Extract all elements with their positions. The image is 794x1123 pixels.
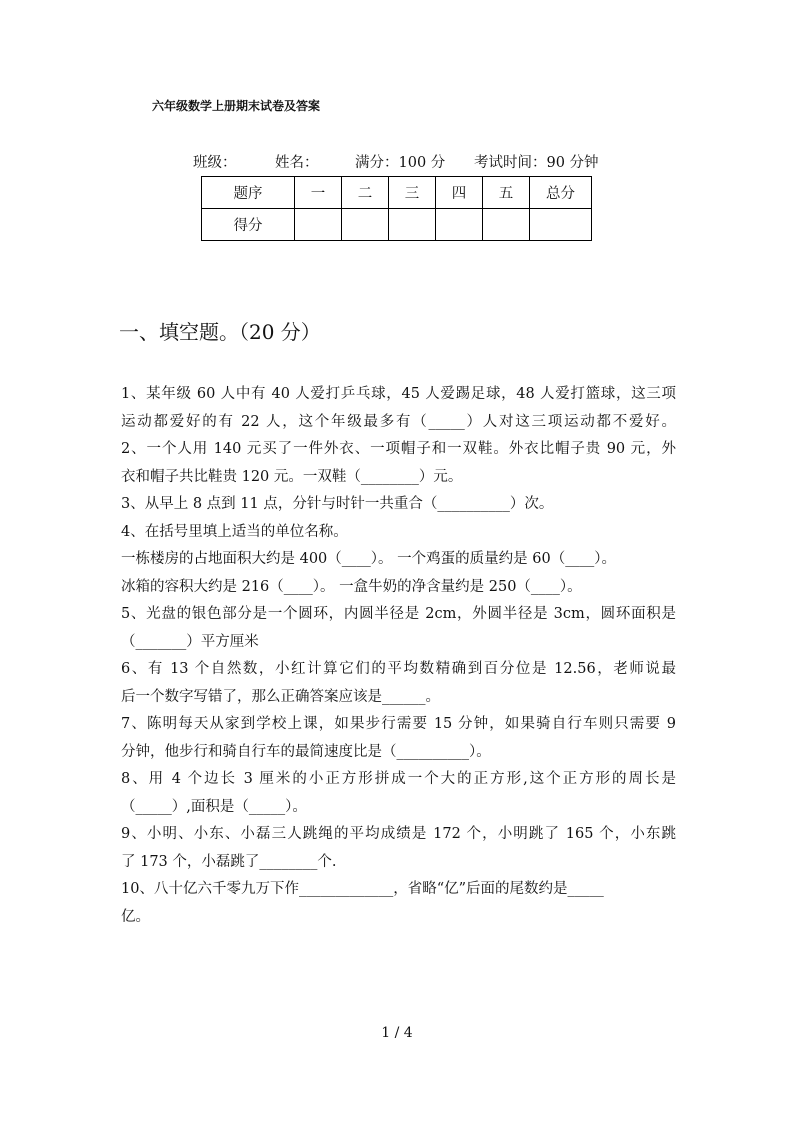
question-line: 1、某年级 60 人中有 40 人爱打乒乓球，45 人爱踢足球，48 人爱打篮球，这三项 xyxy=(121,386,676,402)
header-cell-2: 二 xyxy=(342,177,389,209)
question-line: 7、陈明每天从家到学校上课，如果步行需要 15 分钟，如果骑自行车则只需要 9 xyxy=(121,716,676,732)
question-line: 3、从早上 8 点到 11 点，分针与时针一共重合（__________）次。 xyxy=(121,496,554,512)
score-cell-3[interactable] xyxy=(389,209,436,241)
question-line: 10、八十亿六千零九万下作_____________，省略“亿”后面的尾数约是_____ xyxy=(121,881,604,897)
name-label: 姓名： xyxy=(275,155,319,171)
header-cell-3: 三 xyxy=(389,177,436,209)
question-line: 冰箱的容积大约是 216（____）。 一盒牛奶的净含量约是 250（____）。 xyxy=(121,578,582,595)
question-line: 9、小明、小东、小磊三人跳绳的平均成绩是 172 个，小明跳了 165 个，小东跳 xyxy=(121,826,676,842)
score-table-header-row xyxy=(202,177,592,209)
question-line: 4、在括号里填上适当的单位名称。 xyxy=(121,523,348,540)
header-cell-5: 五 xyxy=(483,177,530,209)
question-line: 衣和帽子共比鞋贵 120 元。一双鞋（________）元。 xyxy=(121,468,463,485)
score-cell-5[interactable] xyxy=(483,209,530,241)
header-cell-4: 四 xyxy=(436,177,483,209)
question-line: （_______）平方厘米 xyxy=(121,633,259,650)
question-line: 后一个数字写错了，那么正确答案应该是______。 xyxy=(121,688,440,705)
question-line: 5、光盘的银色部分是一个圆环，内圆半径是 2cm，外圆半径是 3cm，圆环面积是 xyxy=(121,606,676,622)
question-line: （_____）,面积是（_____）。 xyxy=(121,798,307,815)
question-line: 6、有 13 个自然数，小红计算它们的平均数精确到百分位是 12.56，老师说最 xyxy=(121,661,676,677)
score-table xyxy=(201,176,592,241)
question-line: 分钟，他步行和骑自行车的最简速度比是（__________）。 xyxy=(121,743,491,760)
question-line: 8、用 4 个边长 3 厘米的小正方形拼成一个大的正方形,这个正方形的周长是 xyxy=(121,771,676,787)
score-cell-2[interactable] xyxy=(342,209,389,241)
exam-time-label: 考试时间：90 分钟 xyxy=(474,155,599,171)
header-cell-total: 总分 xyxy=(530,177,592,209)
page-number: 1 / 4 xyxy=(381,1025,413,1041)
question-line: 亿。 xyxy=(121,908,150,925)
question-line: 了 173 个，小磊跳了________个. xyxy=(121,853,337,870)
section-heading: 一、填空题。（20 分） xyxy=(119,320,321,344)
class-label: 班级： xyxy=(193,155,237,171)
score-table-score-row xyxy=(202,209,592,241)
header-cell-1: 一 xyxy=(295,177,342,209)
score-cell-4[interactable] xyxy=(436,209,483,241)
full-score-label: 满分：100 分 xyxy=(355,155,446,171)
question-line: 一栋楼房的占地面积大约是 400（____）。 一个鸡蛋的质量约是 60（____）。 xyxy=(121,551,616,567)
question-list xyxy=(121,381,676,931)
header-cell-order: 题序 xyxy=(202,177,295,209)
score-row-label: 得分 xyxy=(202,209,295,241)
score-cell-total[interactable] xyxy=(530,209,592,241)
score-cell-1[interactable] xyxy=(295,209,342,241)
document-title: 六年级数学上册期末试卷及答案 xyxy=(152,99,321,113)
question-line: 2、一个人用 140 元买了一件外衣、一项帽子和一双鞋。外衣比帽子贵 90 元，外 xyxy=(121,441,676,457)
question-line: 运动都爱好的有 22 人，这个年级最多有（_____）人对这三项运动都不爱好。 xyxy=(121,413,676,430)
exam-info-line xyxy=(193,151,599,172)
